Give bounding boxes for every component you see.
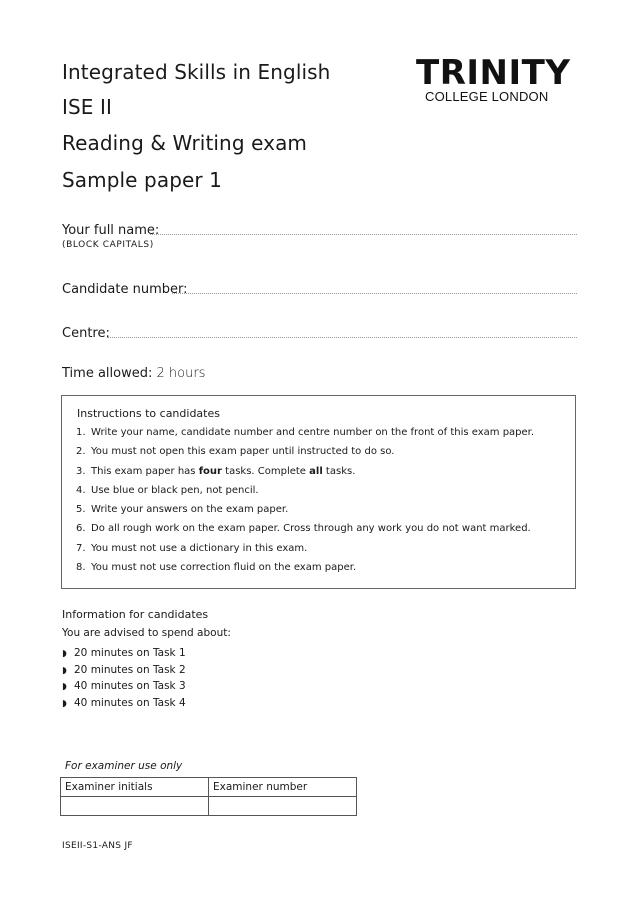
instruction-item: 3. This exam paper has four tasks. Complete all tasks.	[76, 465, 356, 477]
time-bullets	[62, 646, 186, 713]
instructions-box	[61, 395, 576, 589]
information-intro: You are advised to spend about:	[62, 627, 231, 639]
bullet-icon: ◗	[62, 699, 67, 710]
full-name-field[interactable]	[150, 234, 577, 235]
exam-type: Reading & Writing exam	[62, 131, 308, 155]
examiner-initials-cell[interactable]	[61, 797, 209, 816]
logo-subtitle: COLLEGE LONDON	[425, 89, 549, 104]
centre-label: Centre:	[62, 326, 110, 341]
table-row	[61, 797, 357, 816]
time-allowed-value: 2 hours	[152, 366, 206, 381]
instructions-list	[76, 427, 534, 581]
list-item: ◗ 20 minutes on Task 1	[62, 647, 186, 659]
list-item: ◗ 40 minutes on Task 4	[62, 697, 186, 710]
examiner-initials-header: Examiner initials	[61, 778, 209, 797]
exam-level: ISE II	[62, 95, 112, 119]
instruction-item: 7. You must not use a dictionary in this exam.	[76, 542, 308, 554]
examiner-number-cell[interactable]	[209, 797, 357, 816]
list-item: ◗ 40 minutes on Task 3	[62, 680, 186, 693]
instructions-title: Instructions to candidates	[77, 407, 220, 420]
instruction-item: 6. Do all rough work on the exam paper. Cross through any work you do not want marked.	[76, 523, 531, 535]
candidate-number-field[interactable]	[172, 293, 577, 294]
bullet-icon: ◗	[62, 682, 67, 693]
examiner-note: For examiner use only	[65, 760, 183, 772]
examiner-table	[60, 777, 357, 816]
time-allowed-label: Time allowed:	[62, 366, 153, 381]
full-name-hint: (BLOCK CAPITALS)	[62, 240, 154, 250]
instruction-item: 8. You must not use correction fluid on the exam paper.	[76, 562, 357, 574]
bullet-icon: ◗	[62, 665, 67, 676]
information-title: Information for candidates	[62, 608, 209, 621]
candidate-number-label: Candidate number:	[62, 282, 188, 297]
full-name-label: Your full name:	[62, 223, 160, 238]
trinity-logo	[416, 53, 578, 104]
paper-name: Sample paper 1	[62, 168, 223, 192]
exam-title: Integrated Skills in English	[62, 60, 331, 84]
logo-wordmark: TRINITY	[416, 53, 571, 93]
examiner-number-header: Examiner number	[209, 778, 357, 797]
bullet-icon: ◗	[62, 649, 67, 659]
centre-field[interactable]	[107, 337, 577, 338]
list-item: ◗ 20 minutes on Task 2	[62, 663, 186, 676]
instruction-item: 2. You must not open this exam paper until instructed to do so.	[76, 446, 395, 458]
table-row	[61, 778, 357, 797]
paper-code: ISEII-S1-ANS JF	[62, 841, 133, 851]
instruction-item: 5. Write your answers on the exam paper.	[76, 504, 289, 516]
time-allowed	[62, 366, 205, 381]
instruction-item: 1. Write your name, candidate number and centre number on the front of this exam paper.	[76, 427, 535, 438]
instruction-item: 4. Use blue or black pen, not pencil.	[76, 484, 259, 496]
